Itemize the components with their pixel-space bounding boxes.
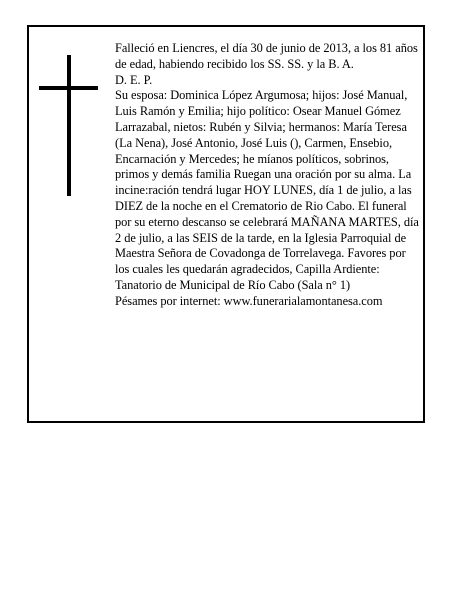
family-and-services: Su esposa: Dominica López Argumosa; hijos: José Manual, Luis Ramón y Emilia; hijo político: Osear Manuel Gómez Larrazabal, nietos: Rubén y Silvia; hermanos: María Teresa (La Nena), José Antonio, José Luis (), Carmen, Ensebio, Encarnación y Mercedes; he míanos políticos, sobrinos, primos y demás familia Ruegan una oración por su alma. La incine:ración tendrá lugar HOY LUNES, día 1 de julio, a las DIEZ de la noche en el Crematorio de Rio Cabo. El funeral por su eterno descanso se celebrará MAÑANA MARTES, día 2 de julio, a las SEIS de la tarde, en la Iglesia Parroquial de Maestra Señora de Covadonga de Torrelavega. Favores por los cuales les quedarán agradecidos, Capilla Ardiente: Tanatorio de Municipal de Río Cabo (Sala n° 1) bbox=[115, 88, 419, 292]
condolences-website: Pésames por internet: www.funerarialamontanesa.com bbox=[115, 293, 383, 308]
death-announcement: Falleció en Liencres, el día 30 de junio de 2013, a los 81 años de edad, habiendo recibido los SS. SS. y la B. A. bbox=[115, 41, 418, 71]
cross-horizontal-bar bbox=[39, 86, 98, 90]
rest-in-peace: D. E. P. bbox=[115, 72, 153, 87]
cross-vertical-bar bbox=[67, 55, 71, 196]
obituary-notice bbox=[27, 25, 425, 423]
notice-text bbox=[115, 41, 419, 310]
